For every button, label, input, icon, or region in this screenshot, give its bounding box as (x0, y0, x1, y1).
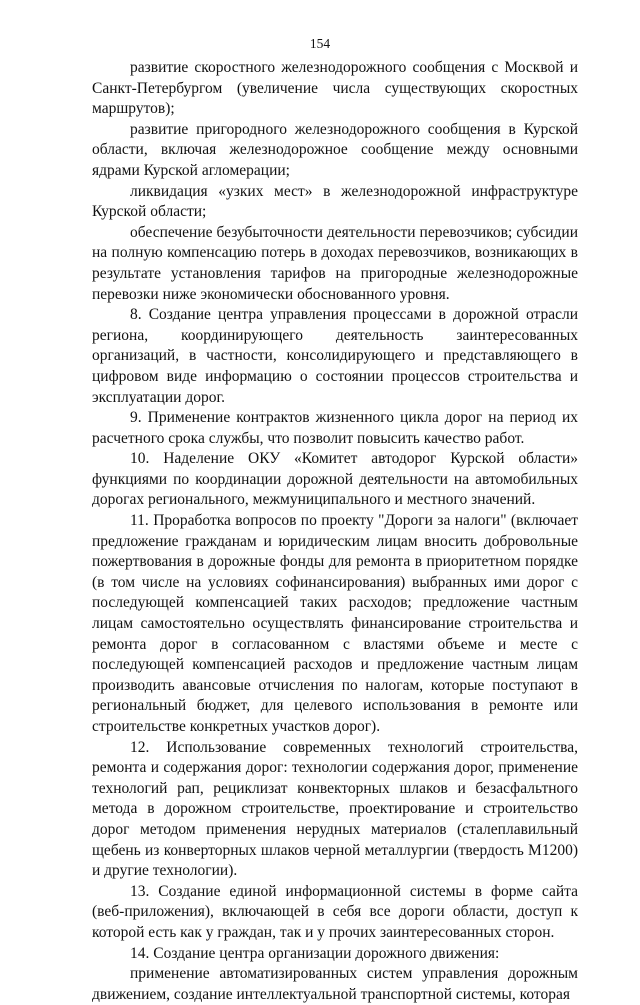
paragraph-item-12: 12. Использование современных технологий строительства, ремонта и содержания дорог: технологии содержания дорог, применение технологий рап, рециклизат конвекторных шлаков и безасфальтного метода в дорожном строительстве, проектирование и строительство дорог методом применения нерудных материалов (сталеплавильный щебень из конверторных шлаков черной металлургии (твердость М1200) и другие технологии). (92, 738, 578, 880)
body-text (92, 58, 578, 1005)
paragraph-bottlenecks: ликвидация «узких мест» в железнодорожной инфраструктуре Курской области; (92, 182, 578, 221)
paragraph-item-9: 9. Применение контрактов жизненного цикла дорог на период их расчетного срока службы, что позволит повысить качество работ. (92, 409, 578, 447)
paragraph-item-14: 14. Создание центра организации дорожного движения: (130, 944, 500, 962)
paragraph-item-8: 8. Создание центра управления процессами в дорожной отрасли региона, координирующего деятельность заинтересованных организаций, в частности, консолидирующего и представляющего в цифровом виде информацию о состоянии процессов строительства и эксплуатации дорог. (92, 306, 578, 406)
paragraph-traffic-control: применение автоматизированных систем управления дорожным движением, создание интеллектуальной транспортной системы, которая (92, 965, 578, 1003)
paragraph-item-10: 10. Наделение ОКУ «Комитет автодорог Курской области» функциями по координации дорожной деятельности на автомобильных дорогах регионального, межмуниципального и местного значений. (92, 450, 578, 509)
paragraph-high-speed-rail: развитие скоростного железнодорожного сообщения с Москвой и Санкт-Петербургом (увеличение числа существующих скоростных маршрутов); (92, 59, 578, 118)
paragraph-item-11: 11. Проработка вопросов по проекту "Дороги за налоги" (включает предложение гражданам и юридическим лицам вносить добровольные пожертвования в дорожные фонды для ремонта в приоритетном порядке (в том числе на условиях софинансирования) выбранных ими дорог с последующей компенсацией таких расходов; предложение частным лицам самостоятельно осуществлять финансирование строительства и ремонта дорог в согласованном с властями объеме и месте с последующей компенсацией расходов и предложение частным лицам производить авансовые отчисления по налогам, которые поступают в региональный бюджет, для целевого использования в ремонте или строительстве конкретных участков дорог). (92, 512, 578, 735)
paragraph-suburban-rail: развитие пригородного железнодорожного сообщения в Курской области, включая железнодорожное сообщение между основными ядрами Курской агломерации; (92, 120, 578, 179)
page-number: 154 (309, 36, 331, 51)
paragraph-carrier-subsidies: обеспечение безубыточности деятельности перевозчиков; субсидии на полную компенсацию потерь в доходах перевозчиков, возникающих в результате установления тарифов на пригородные железнодорожные перевозки ниже экономически обоснованного уровня. (92, 223, 578, 303)
paragraph-item-13: 13. Создание единой информационной системы в форме сайта (веб-приложения), включающей в себя все дороги области, доступ к которой есть как у граждан, так и у прочих заинтересованных сторон. (92, 882, 578, 941)
